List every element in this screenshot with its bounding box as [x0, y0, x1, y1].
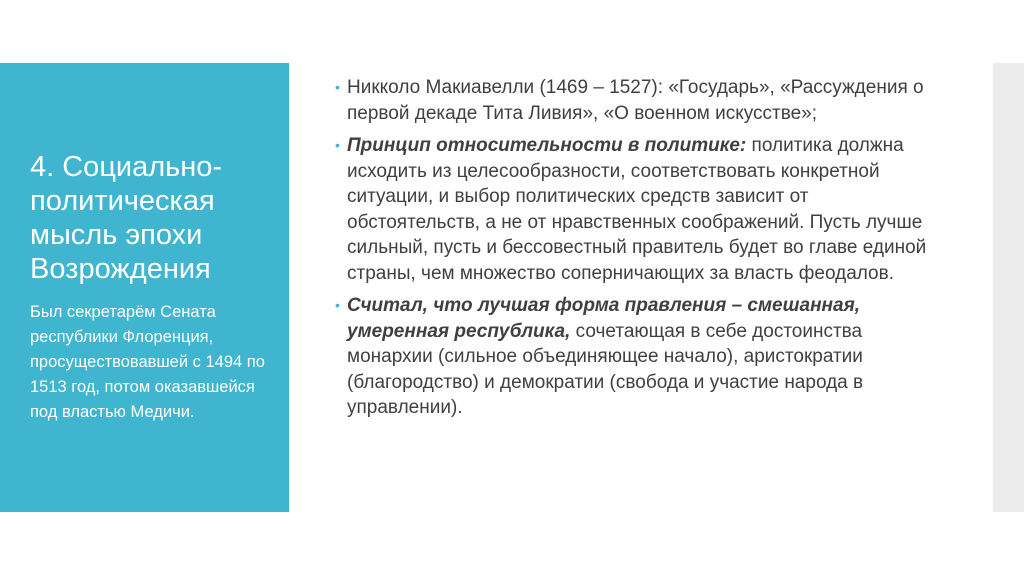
slide-subtitle: Был секретарём Сената республики Флоренция, просуществовавшей с 1494 по 1513 год, потом оказавшейся под властью Медичи. [30, 303, 265, 421]
bullet-icon: • [335, 297, 340, 313]
side-strip [993, 63, 1024, 512]
list-item [335, 293, 935, 421]
list-item [335, 133, 935, 286]
bullet-list [335, 75, 935, 428]
bullet-icon: • [335, 79, 340, 95]
list-item [335, 75, 935, 126]
bullet-icon: • [335, 137, 340, 153]
bullet-emphasis: Считал, что лучшая форма правления – смешанная, умеренная республика, [347, 295, 861, 342]
title-panel [0, 63, 289, 512]
bullet-text: Никколо Макиавелли (1469 – 1527): «Государь», «Рассуждения о первой декаде Тита Ливия», «О военном искусстве»; [347, 77, 924, 124]
bullet-text: сочетающая в себе достоинства монархии (сильное объединяющее начало), аристократии (благородство) и демократии (свобода и участие народа в управлении). [347, 320, 864, 418]
bullet-text: политика должна исходить из целесообразности, соответствовать конкретной ситуации, и выбор политических средств зависит от обстоятельств, а не от нравственных соображений. Пусть лучше сильный, пусть и бессовестный правитель будет во главе единой страны, чем множество соперничающих за власть феодалов. [347, 135, 927, 284]
slide-title: 4. Социально-политическая мысль эпохи Возрождения [30, 151, 223, 285]
bullet-emphasis: Принцип относительности в политике: [347, 135, 747, 156]
